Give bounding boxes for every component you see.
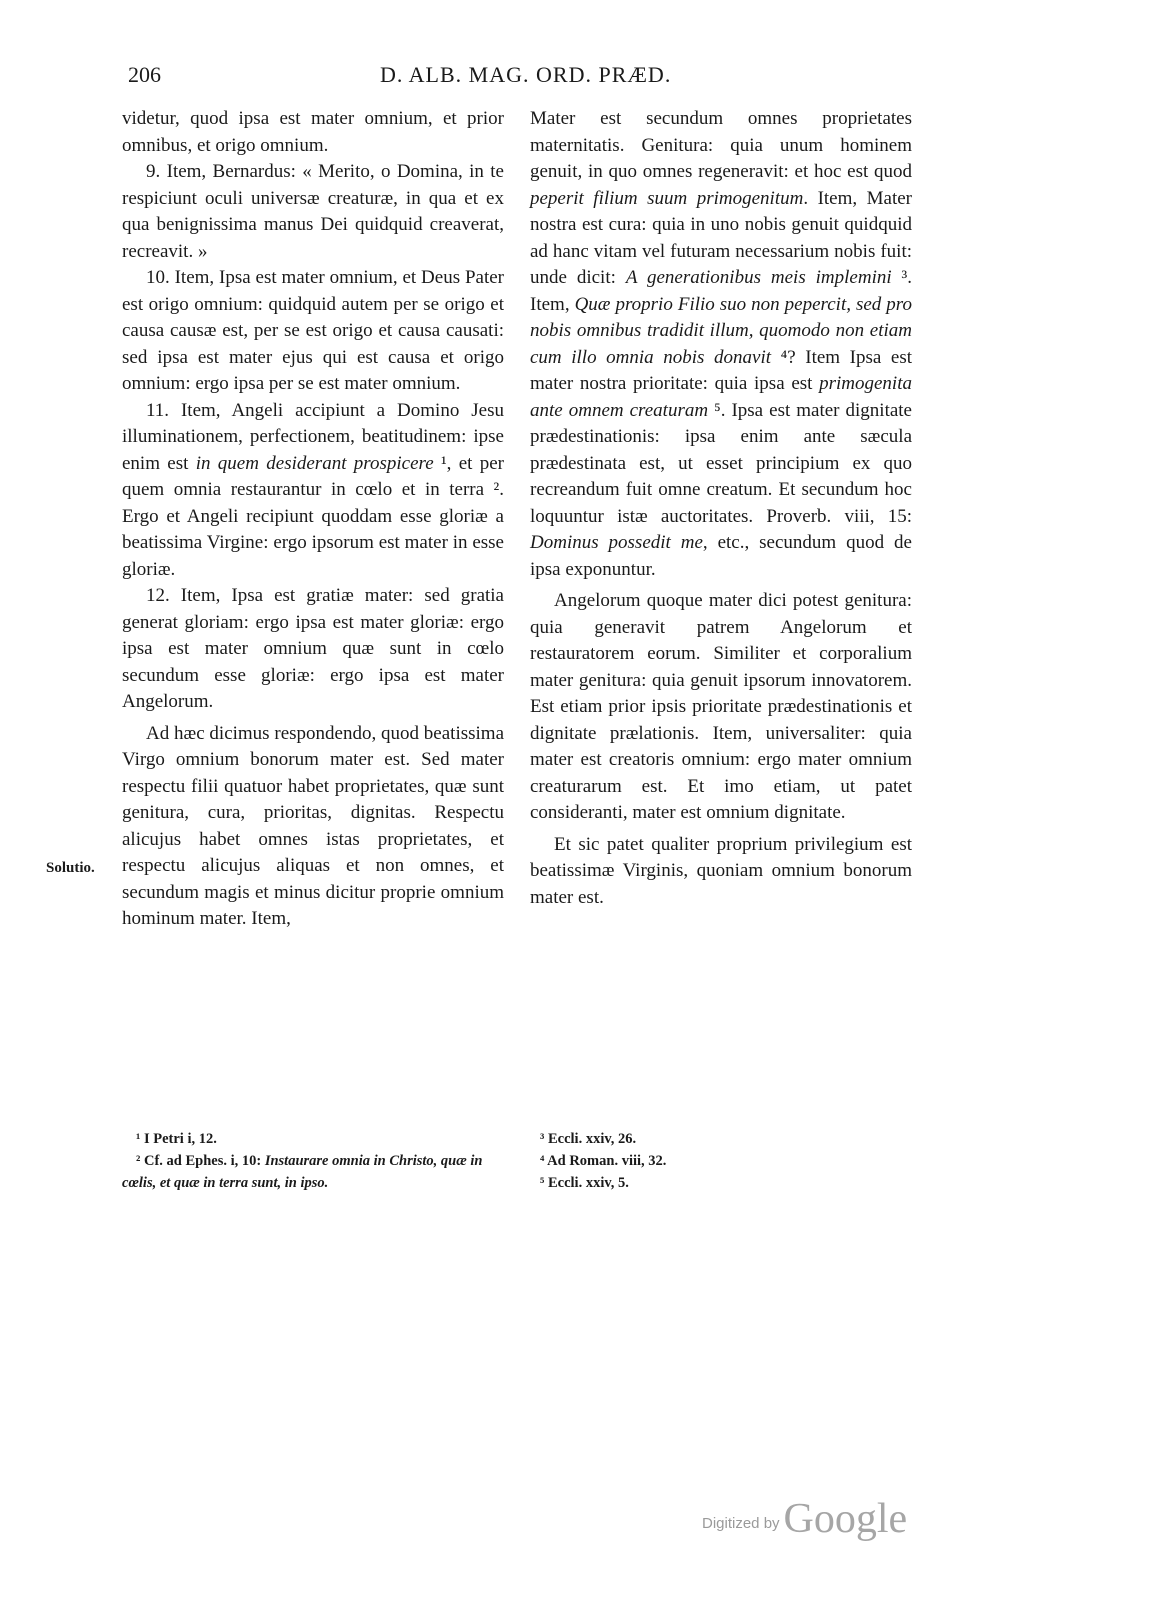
paragraph-11 <box>122 398 504 584</box>
paragraph-10: 10. Item, Ipsa est mater omnium, et Deus Pater est origo omnium: quidquid autem per se origo et causa causæ est, per se est origo et causa causati: sed ipsa est mater ejus qui est causa et origo omnium: ergo ipsa per se est mater omnium. <box>122 267 504 394</box>
paragraph-11-text-c: . Ergo et Angeli recipiunt quoddam esse gloriæ a beatissima Virgine: ergo ipsorum est mater in esse gloriæ. <box>122 479 504 580</box>
footnote-1: ¹ I Petri i, 12. <box>136 1131 217 1147</box>
footnote-4: ⁴ Ad Roman. viii, 32. <box>540 1153 667 1169</box>
footnotes-left <box>122 1128 504 1194</box>
page-header <box>0 62 1175 92</box>
text-segment: ? Item Ipsa est mater nostra prioritate: quia ipsa est <box>530 346 913 394</box>
paragraph-solutio: Ad hæc dicimus respondendo, quod beatissima Virgo omnium bonorum mater est. Sed mater respectu filii quatuor habet proprietates, quæ sunt genitura, cura, prioritas, dignitas. Respectu alicujus habet omnes istas proprietates, et respectu alicujus aliquas et non omnes, et secundum magis et minus dicitur proprie omnium hominum mater. Item, <box>122 722 504 929</box>
footnotes-right <box>540 1128 840 1194</box>
paragraph-mater <box>530 106 912 583</box>
watermark-small-text: Digitized by <box>702 1515 780 1532</box>
paragraph-12: 12. Item, Ipsa est gratiæ mater: sed gratia generat gloriam: ergo ipsa est mater gloriæ: ergo ipsa est mater omnium quæ sunt in cœlo secundum esse gloriæ: ergo ipsa est mater Angelorum. <box>122 585 504 712</box>
italic-quote: Dominus possedit me <box>530 532 703 553</box>
google-logo: Google <box>783 1496 908 1542</box>
paragraph-11-quote: in quem desiderant prospicere <box>195 452 434 474</box>
italic-quote: peperit filium suum primogenitum <box>530 187 804 209</box>
left-column <box>122 106 504 933</box>
footnote-2 <box>122 1150 504 1194</box>
italic-quote: Quæ proprio Filio suo non pepercit, sed pro nobis omnibus tradidit illum, quomodo non etiam cum illo omnia nobis donavit <box>530 293 912 368</box>
italic-quote: primogenita ante omnem creaturam <box>530 373 912 421</box>
digitized-watermark <box>702 1495 907 1543</box>
paragraph-continuation: videtur, quod ipsa est mater omnium, et prior omnibus, et origo omnium. <box>122 108 504 156</box>
footnote-2-ref: ² Cf. ad Ephes. i, 10: <box>136 1153 265 1169</box>
text-segment: . Ipsa est mater dignitate prædestinationis: ipsa enim ante sæcula prædestinata est, ut esset principium ex quo recreandum fuit omne creatum. Et secundum hoc loquuntur istæ auctoritates. Proverb. viii, 15: <box>530 399 912 527</box>
text-segment: Mater est secundum omnes proprietates maternitatis. Genitura: quia unum hominem genuit, in quo omnes regeneravit: et hoc est quod <box>530 108 912 182</box>
running-head: D. ALB. MAG. ORD. PRÆD. <box>380 62 672 87</box>
paragraph-conclusion: Et sic patet qualiter proprium privilegium est beatissimæ Virginis, quoniam omnium bonorum mater est. <box>530 833 912 908</box>
paragraph-11-text-b: , et per quem omnia restaurantur in cœlo et in terra ² <box>122 452 504 500</box>
paragraph-11-text-a: 11. Item, Angeli accipiunt a Domino Jesu illuminationem, perfectionem, beatitudinem: ipse enim est <box>122 399 504 474</box>
paragraph-9: 9. Item, Bernardus: « Merito, o Domina, in te respiciunt oculi universæ creaturæ, in qua et ex qua benignissima manus Dei quidquid creaverat, recreavit. » <box>122 161 504 262</box>
page-number: 206 <box>128 62 161 87</box>
footnote-ref-4: ⁴ <box>771 346 788 368</box>
right-column <box>530 106 912 911</box>
text-segment: . Item, Mater nostra est cura: quia in uno nobis genuit quidquid ad hanc vitam vel futuram necessarium nobis fuit: unde dicit: <box>530 187 912 288</box>
footnote-ref-1: ¹ <box>433 452 447 474</box>
footnote-2-quote: Instaurare omnia in Christo, quæ in cœlis, et quæ in terra sunt, in ipso. <box>122 1153 483 1191</box>
marginal-note: Solutio. <box>46 860 95 876</box>
footnote-ref-5: ⁵ <box>708 399 721 421</box>
text-segment: . Item, <box>530 267 913 315</box>
footnote-ref-3: ³ <box>891 267 908 288</box>
footnote-3: ³ Eccli. xxiv, 26. <box>540 1131 637 1147</box>
italic-quote: A generationibus meis implemini <box>625 267 892 288</box>
text-segment: , etc., secundum quod de ipsa exponuntur. <box>530 532 912 580</box>
paragraph-angelorum: Angelorum quoque mater dici potest genitura: quia generavit patrem Angelorum et restauratorem eorum. Similiter et corporalium mater genitura: quia genuit ipsorum innovatorem. Est etiam prior ipsis prioritate prædestinationis et dignitate prælationis. Item, universaliter: quia mater est creatoris omnium: ergo mater omnium creaturarum est. Et imo etiam, ut patet consideranti, mater est omnium dignitate. <box>530 590 912 823</box>
footnote-5: ⁵ Eccli. xxiv, 5. <box>540 1175 629 1191</box>
